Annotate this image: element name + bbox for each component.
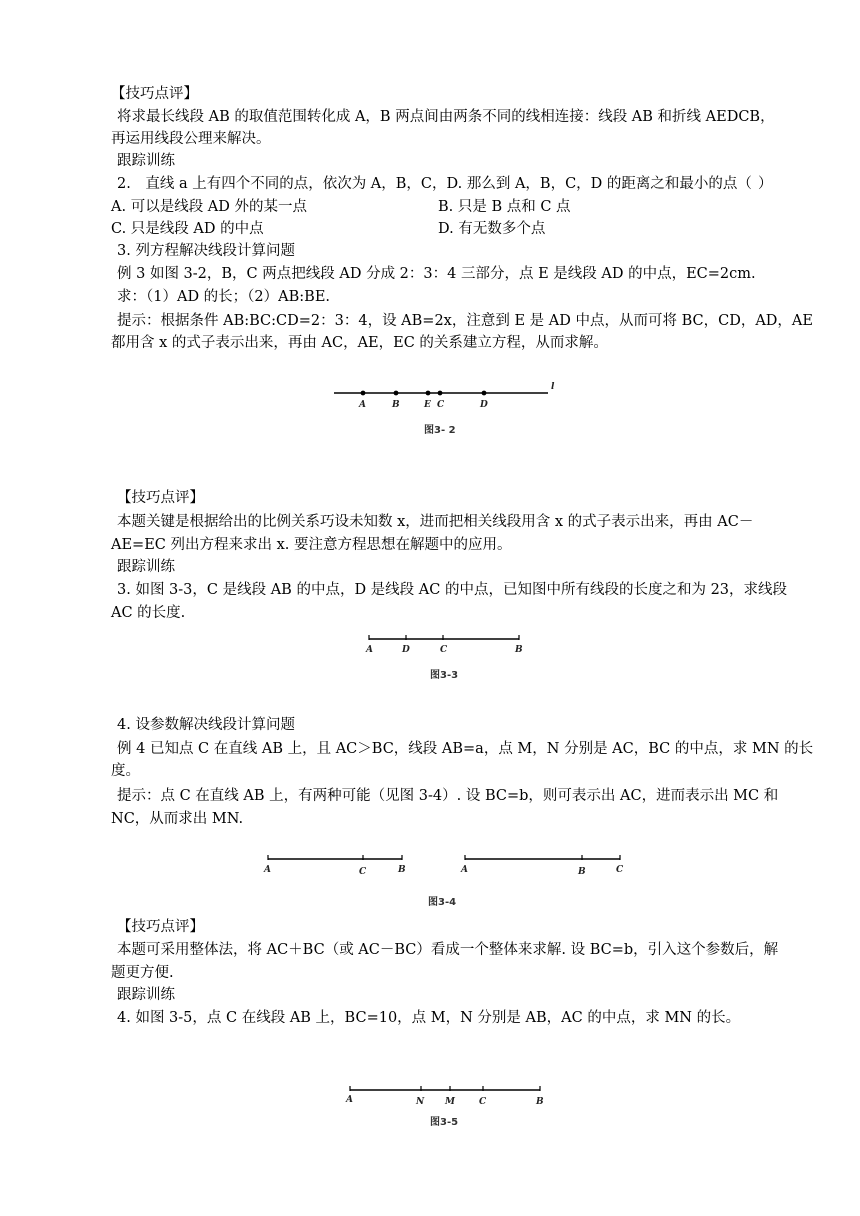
tip-heading-1: 【技巧点评】 xyxy=(111,86,198,102)
training-heading-3: 跟踪训练 xyxy=(117,987,175,1003)
option-a: A. 可以是线段 AD 外的某一点 xyxy=(111,199,308,215)
fig-3-5-label-n: N xyxy=(416,1097,425,1107)
figure-3-4-case-1 xyxy=(262,852,410,878)
fig-3-4a-label-b: B xyxy=(398,865,406,875)
fig-3-4a-label-c: C xyxy=(359,867,367,877)
hint-3-line-1: 提示：根据条件 AB:BC:CD=2：3：4，设 AB=2x，注意到 E 是 AD 中点，从而可将 BC，CD，AD，AE xyxy=(117,313,813,329)
question-3-line-1: 3. 如图 3-3，C 是线段 AB 的中点，D 是线段 AC 的中点，已知图中所有线段的长度之和为 23，求线段 xyxy=(117,582,788,598)
question-3-line-2: AC 的长度. xyxy=(111,605,186,621)
hint-4-line-1: 提示：点 C 在直线 AB 上，有两种可能（见图 3-4）. 设 BC=b，则可表示出 AC，进而表示出 MC 和 xyxy=(117,788,779,804)
figure-3-5 xyxy=(342,1082,548,1108)
hint-3-line-2: 都用含 x 的式子表示出来，再由 AC，AE，EC 的关系建立方程，从而求解。 xyxy=(111,335,608,351)
example-3-line-2: 求：（1）AD 的长；（2）AB:BE. xyxy=(117,289,331,305)
figure-3-3 xyxy=(364,630,524,656)
figure-3-4-caption: 图3-4 xyxy=(428,897,457,908)
example-4-line-2: 度。 xyxy=(111,763,140,779)
tip-text-line-1: 将求最长线段 AB 的取值范围转化成 A，B 两点间由两条不同的线相连接：线段 AB 和折线 AEDCB， xyxy=(117,109,775,125)
fig-3-5-label-a: A xyxy=(346,1095,353,1105)
tip-heading-3: 【技巧点评】 xyxy=(117,919,204,935)
figure-3-2 xyxy=(330,378,570,414)
training-heading-1: 跟踪训练 xyxy=(117,153,175,169)
fig-3-4b-label-b: B xyxy=(578,867,586,877)
figure-3-4-case-2 xyxy=(458,852,626,878)
section-heading-4: 4. 设参数解决线段计算问题 xyxy=(117,717,295,733)
tip-heading-2: 【技巧点评】 xyxy=(117,490,204,506)
figure-3-2-caption: 图3- 2 xyxy=(424,425,456,436)
tip-3-line-1: 本题可采用整体法，将 AC＋BC（或 AC－BC）看成一个整体来求解. 设 BC=b，引入这个参数后，解 xyxy=(117,942,779,958)
fig-3-2-label-e: E xyxy=(424,400,431,410)
tip-2-line-2: AE=EC 列出方程来求出 x. 要注意方程思想在解题中的应用。 xyxy=(111,537,512,553)
tip-2-line-1: 本题关键是根据给出的比例关系巧设未知数 x，进而把相关线段用含 x 的式子表示出来，再由 AC－ xyxy=(117,514,754,530)
question-4: 4. 如图 3-5，点 C 在线段 AB 上，BC=10，点 M，N 分别是 AB，AC 的中点，求 MN 的长。 xyxy=(117,1010,741,1026)
fig-3-4a-label-a: A xyxy=(264,865,271,875)
training-heading-2: 跟踪训练 xyxy=(117,559,175,575)
tip-3-line-2: 题更方便. xyxy=(111,965,174,981)
hint-4-line-2: NC，从而求出 MN. xyxy=(111,811,244,827)
fig-3-5-label-c: C xyxy=(479,1097,487,1107)
question-2: 2. 直线 a 上有四个不同的点，依次为 A，B，C，D. 那么到 A，B，C，D 的距离之和最小的点（ xyxy=(117,176,752,192)
fig-3-3-label-d: D xyxy=(402,645,410,655)
option-c: C. 只是线段 AD 的中点 xyxy=(111,221,264,237)
fig-3-4b-label-a: A xyxy=(461,865,468,875)
example-4-line-1: 例 4 已知点 C 在直线 AB 上，且 AC＞BC，线段 AB=a，点 M，N 分别是 AC，BC 的中点，求 MN 的长 xyxy=(117,741,814,757)
tip-text-line-2: 再运用线段公理来解决。 xyxy=(111,131,271,147)
fig-3-3-label-a: A xyxy=(366,645,373,655)
fig-3-2-label-d: D xyxy=(480,400,488,410)
figure-3-3-caption: 图3-3 xyxy=(430,670,459,681)
option-d: D. 有无数多个点 xyxy=(438,221,546,237)
fig-3-5-label-b: B xyxy=(536,1097,544,1107)
fig-3-2-label-a: A xyxy=(359,400,366,410)
fig-3-2-line-label: l xyxy=(551,382,555,392)
fig-3-3-label-c: C xyxy=(440,645,448,655)
fig-3-2-label-b: B xyxy=(392,400,400,410)
fig-3-3-label-b: B xyxy=(515,645,523,655)
fig-3-2-label-c: C xyxy=(437,400,445,410)
example-3-line-1: 例 3 如图 3-2，B，C 两点把线段 AD 分成 2：3：4 三部分，点 E 是线段 AD 的中点，EC=2cm. xyxy=(117,266,756,282)
figure-3-5-caption: 图3-5 xyxy=(430,1117,459,1128)
fig-3-5-label-m: M xyxy=(445,1097,455,1107)
section-heading-3: 3. 列方程解决线段计算问题 xyxy=(117,243,295,259)
option-b: B. 只是 B 点和 C 点 xyxy=(438,199,571,215)
question-2-paren: ） xyxy=(758,176,773,192)
fig-3-4b-label-c: C xyxy=(616,865,624,875)
